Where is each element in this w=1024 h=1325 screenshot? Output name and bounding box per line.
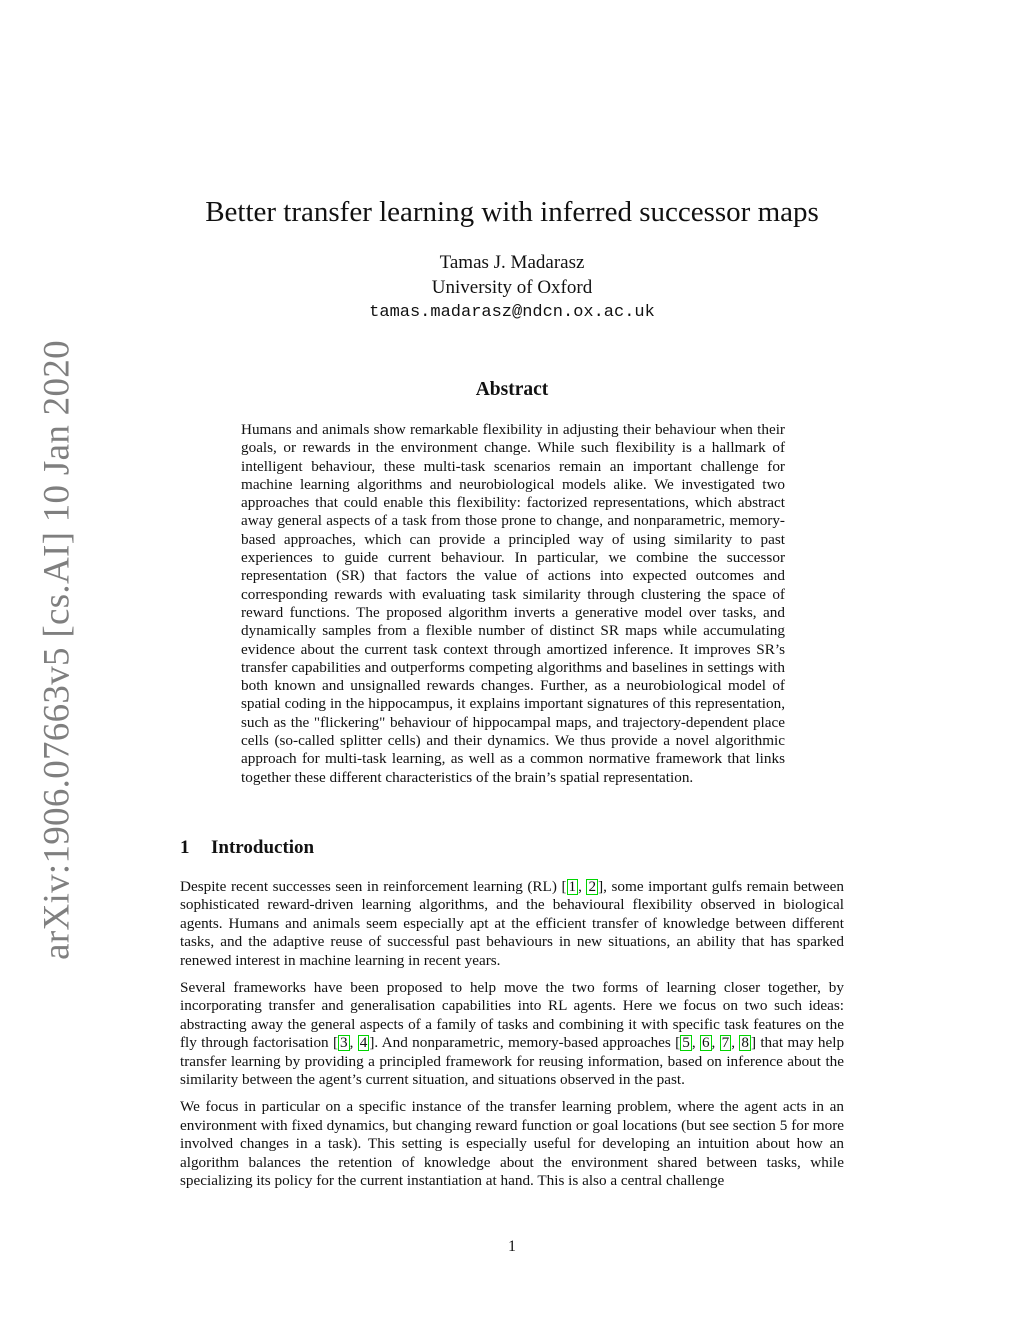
page-number: 1 <box>508 1238 516 1255</box>
intro-paragraph-3: We focus in particular on a specific instance of the transfer learning problem, where the agent acts in an environment with fixed dynamics, but changing reward function or goal locations (but see section 5 for more involved changes in a task). This setting is especially useful for developing an intuition about how an algorithm balances the retention of knowledge about the environment shared between tasks, while specializing its policy for the current instantiation at hand. This is also a central challenge <box>180 1098 844 1190</box>
citation-link[interactable]: 2 <box>588 878 597 895</box>
citation-link[interactable]: 7 <box>721 1034 730 1052</box>
intro-paragraph-1 <box>180 878 844 970</box>
introduction-body <box>180 878 844 1200</box>
arxiv-identifier: arXiv:1906.07663v5 [cs.AI] 10 Jan 2020 <box>36 340 78 960</box>
author-affiliation: University of Oxford <box>431 277 593 298</box>
section-title: Introduction <box>211 837 315 858</box>
author-block <box>0 250 1024 325</box>
p1-text-a: Despite recent successes seen in reinforcement learning (RL) [ <box>180 878 567 895</box>
citation-link[interactable]: 3 <box>340 1034 348 1052</box>
abstract-text: Humans and animals show remarkable flexibility in adjusting their behaviour when their goals, or rewards in the environment change. While such flexibility is a hallmark of intelligent behaviour, these multi-task scenarios remain an important challenge for machine learning algorithms and neurobiological models alike. We investigated two approaches that could enable this flexibility: factorized representations, which abstract away general aspects of a task from those prone to change, and nonparametric, memory-based approaches, which can provide a principled way of using similarity to past experiences to guide current behaviour. In particular, we combine the successor representation (SR) that factors the value of actions into expected outcomes and corresponding rewards with evaluating task similarity through clustering the space of reward functions. The proposed algorithm inverts a generative model over tasks, and dynamically samples from a flexible number of distinct SR maps while accumulating evidence about the current task context through amortized inference. It improves SR’s transfer capabilities and outperforms competing algorithms and baselines in settings with both known and unsignalled rewards changes. Further, as a neurobiological model of spatial coding in the hippocampus, it explains important signatures of this representation, such as the "flickering" behaviour of hippocampal maps, and trajectory-dependent place cells (so-called splitter cells) and their dynamics. We thus provide a novel algorithmic approach for multi-task learning, as well as a common normative framework that links together these different characteristics of the brain’s spatial representation. <box>241 421 785 786</box>
author-name: Tamas J. Madarasz <box>439 252 585 273</box>
citation-link[interactable]: 8 <box>741 1034 749 1052</box>
p2-sep-4: , <box>731 1034 740 1052</box>
p2-sep-3: , <box>711 1034 720 1052</box>
citation-link[interactable]: 1 <box>568 878 577 895</box>
citation-link[interactable]: 5 <box>682 1034 690 1052</box>
p2-sep-1: , <box>349 1034 358 1052</box>
p2-text-c: ] that may help transfer learning by providing a principled framework for reusing information, based on inference about the similarity between the agent’s current situation, and situations observed in the past. <box>180 1034 845 1089</box>
p2-text-b: ]. And nonparametric, memory-based approaches [ <box>369 1034 681 1052</box>
abstract-heading: Abstract <box>475 379 549 400</box>
p1-text-b: ], some important gulfs remain between sophisticated reward-driven learning algorithms, and the behavioural flexibility observed in biological agents. Humans and animals seem especially apt at the efficient transfer of knowledge between different tasks, and the adaptive reuse of successful past behaviours in new situations, an ability that has sparked renewed interest in machine learning in recent years. <box>180 878 845 969</box>
intro-paragraph-2 <box>180 979 844 1089</box>
citation-link[interactable]: 4 <box>359 1034 368 1052</box>
p2-text-a: Several frameworks have been proposed to help move the two forms of learning closer together, by incorporating transfer and generalisation capabilities into RL agents. Here we focus on two such ideas: abstracting away the general aspects of a family of tasks and combining it with specific task features on the fly through factorisation [ <box>180 979 844 1052</box>
author-email[interactable]: tamas.madarasz@ndcn.ox.ac.uk <box>369 303 655 322</box>
citation-link[interactable]: 6 <box>701 1034 710 1052</box>
section-number: 1 <box>180 837 190 858</box>
section-heading <box>180 837 314 859</box>
p2-sep-2: , <box>691 1034 700 1052</box>
p1-sep-1: , <box>578 878 587 895</box>
paper-title: Better transfer learning with inferred successor maps <box>205 196 819 228</box>
